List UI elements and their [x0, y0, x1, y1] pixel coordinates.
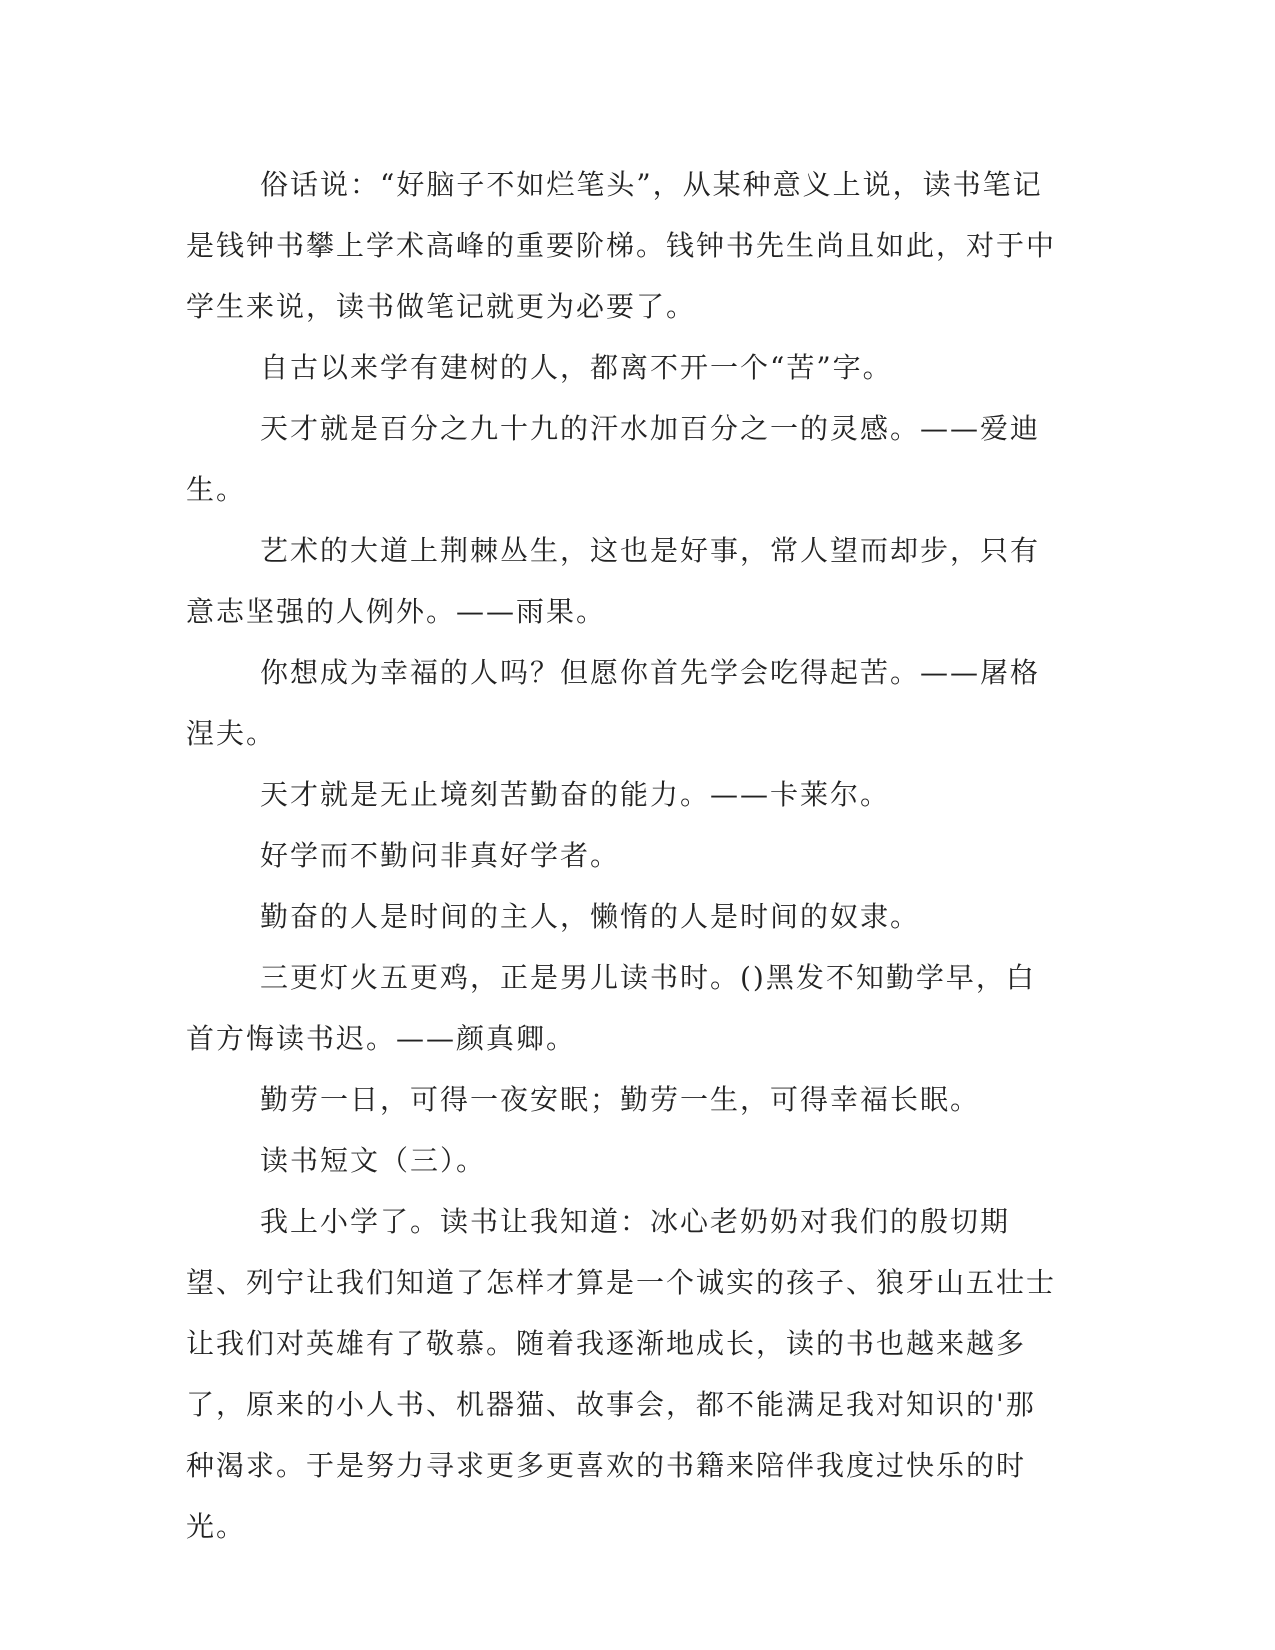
- quote-yan-zhenqing: 三更灯火五更鸡，正是男儿读书时。()黑发不知勤学早，白首方悔读书迟。——颜真卿。: [186, 961, 1036, 1055]
- document-body: [186, 154, 1056, 1557]
- paragraph-hard-work: 自古以来学有建树的人，都离不开一个“苦”字。: [260, 351, 893, 384]
- quote-time: 勤奋的人是时间的主人，懒惰的人是时间的奴隶。: [260, 900, 921, 933]
- quote-edison: 天才就是百分之九十九的汗水加百分之一的灵感。——爱迪生。: [186, 412, 1041, 506]
- paragraph-reading-story: 我上小学了。读书让我知道：冰心老奶奶对我们的殷切期望、列宁让我们知道了怎样才算是一个诚实的孩子、狼牙山五壮士让我们对英雄有了敬慕。随着我逐渐地成长，读的书也越来越多了，原来的小人书、机器猫、故事会，都不能满足我对知识的'那种渴求。于是努力寻求更多更喜欢的书籍来陪伴我度过快乐的时光。: [186, 1205, 1057, 1543]
- quote-ask-questions: 好学而不勤问非真好学者。: [260, 839, 621, 872]
- quote-turgenev: 你想成为幸福的人吗？但愿你首先学会吃得起苦。——屠格涅夫。: [186, 656, 1041, 750]
- quote-carlyle: 天才就是无止境刻苦勤奋的能力。——卡莱尔。: [260, 778, 891, 811]
- section-heading: 读书短文（三）。: [260, 1144, 487, 1177]
- quote-hugo: 艺术的大道上荆棘丛生，这也是好事，常人望而却步，只有意志坚强的人例外。——雨果。: [186, 534, 1041, 628]
- quote-diligence: 勤劳一日，可得一夜安眠；勤劳一生，可得幸福长眠。: [260, 1083, 981, 1116]
- paragraph-note-taking: 俗话说：“好脑子不如烂笔头”，从某种意义上说，读书笔记是钱钟书攀上学术高峰的重要阶梯。钱钟书先生尚且如此，对于中学生来说，读书做笔记就更为必要了。: [186, 168, 1057, 323]
